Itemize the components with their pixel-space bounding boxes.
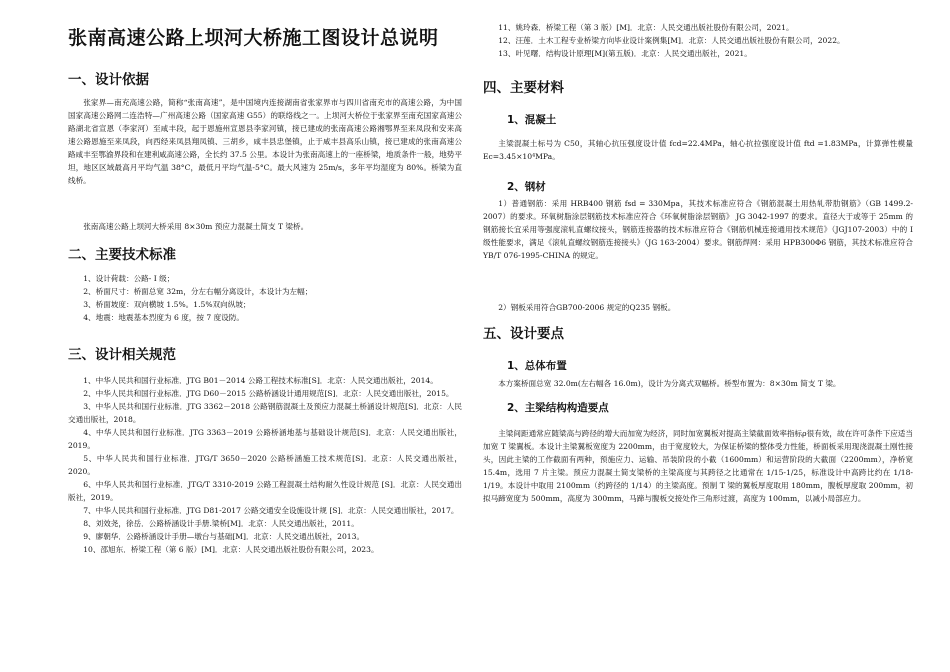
heading-girder-structure: 2、主梁结构构造要点 [507,402,609,414]
design-codes-list [68,374,462,556]
list-item: 11、姚玲森．桥梁工程（第 3 版）[M]．北京：人民交通出版社股份有限公司，2021。 [498,23,794,32]
technical-standards-list [68,272,462,324]
list-item: 8、刘效尧，徐岳．公路桥涵设计手册.梁桥[M]．北京：人民交通出版社，2011。 [83,519,359,528]
list-item: 9、廖朝华．公路桥涵设计手册—墩台与基础[M]．北京：人民交通出版社，2013。 [83,532,365,541]
general-layout-paragraph: 本方案桥面总宽 32.0m(左右幅各 16.0m)，设计为分离式双幅桥。桥型布置为：8×30m 简支 T 梁。 [498,379,841,388]
heading-technical-standards: 二、主要技术标准 [68,247,176,263]
heading-design-basis: 一、设计依据 [68,72,149,88]
list-item: 10、邵旭东．桥梁工程（第 6 版）[M]．北京：人民交通出版社股份有限公司，2023。 [83,545,379,554]
design-codes-list-continued [483,21,913,60]
heading-main-materials: 四、主要材料 [483,80,564,96]
list-item: 7、中华人民共和国行业标准．JTG D81-2017 公路交通安全设施设计规 [S]．北京：人民交通出版社，2017。 [83,506,459,515]
list-item: 12、汪莲．土木工程专业桥梁方向毕业设计案例集[M]．北京：人民交通出版社股份有限公司，2022。 [498,36,845,45]
heading-design-points: 五、设计要点 [483,326,564,342]
heading-design-codes: 三、设计相关规范 [68,347,176,363]
girder-structure-paragraph: 主梁间距通常应随梁高与跨径的增大而加宽为经济，同时加宽翼板对提高主梁截面效率指标ρ很有效，故在许可条件下应适当加宽 T 梁翼板。本设计主梁翼板宽度为 2200mm，由于宽度较大，为保证桥梁的整体受力性能，桥面板采用现浇混凝土刚性接头，因此主梁的工作截面有两种，预施应力、运输、吊装阶段的小截（1600mm）和运营阶段的大截面（2200mm），净桥宽 15.4m，选用 7 片主梁。预应力混凝土简支梁桥的主梁高度与其跨径之比通常在 1/15-1/25，标准设计中高跨比约在 1/18-1/19。本设计中取用 2100mm（约跨径的 1/14）的主梁高度。预制 T 梁的翼板厚度取用 180mm，腹板厚度取 200mm，初拟马蹄宽度为 500mm，高度为 300mm，马蹄与腹板交接处作三角形过渡，高度为 100mm，以减小局部应力。 [483,429,913,503]
list-item: 4、中华人民共和国行业标准．JTG 3363－2019 公路桥涵地基与基础设计规范[S]．北京：人民交通出版社，2019。 [68,428,462,450]
heading-general-layout: 1、总体布置 [507,360,567,372]
list-item: 4、地震：地震基本烈度为 6 度，按 7 度设防。 [83,313,245,322]
list-item: 2、桥面尺寸：桥面总宽 32m，分左右幅分离设计，本设计为左幅； [83,287,313,296]
list-item: 3、中华人民共和国行业标准．JTG 3362－2018 公路钢筋混凝土及预应力混凝土桥涵设计规范[S]．北京：人民交通出版社，2018。 [68,402,462,424]
design-basis-bridge-type: 张南高速公路上坝河大桥采用 8×30m 预应力混凝土简支 T 梁桥。 [83,222,309,231]
list-item: 2、中华人民共和国行业标准．JTG D60－2015 公路桥涵设计通用规范[S]．北京：人民交通出版社，2015。 [83,389,454,398]
document-title: 张南高速公路上坝河大桥施工图设计总说明 [68,27,439,49]
list-item: 3、桥面坡度：双向横坡 1.5%。1.5%双向纵坡； [83,300,251,309]
list-item: 5、中华人民共和国行业标准．JTG/T 3650－2020 公路桥涵施工技术规范[S]．北京：人民交通出版社，2020。 [68,454,462,476]
steel-plate-paragraph: 2）钢板采用符合GB700-2006 规定的Q235 钢板。 [498,303,676,312]
heading-concrete: 1、混凝土 [507,114,557,126]
list-item: 1、中华人民共和国行业标准．JTG B01－2014 公路工程技术标准[S]．北京：人民交通出版社，2014。 [83,376,438,385]
steel-paragraph: 1）普通钢筋：采用 HRB400 钢筋 fsd = 330Mpa，其技术标准应符合《钢筋混凝土用热轧带肋钢筋》（GB 1499.2-2007）的要求。环氧树脂涂层钢筋技术标准应符合《环氧树脂涂层钢筋》 JG 3042-1997 的要求。直径大于或等于 25mm 的钢筋接长宜采用等强度滚轧直螺纹接头，钢筋连接器的技术标准应符合《钢筋机械连接通用技术规范》（JGJ107-2003）中的 I 级性能要求，满足《滚轧直螺纹钢筋连接接头》（JG 163-2004）要求。钢筋焊网：采用 HPB300Φ6 钢筋，其技术标准应符合 YB/T 076-1995-CHINA 的规定。 [483,199,913,260]
list-item: 6、中华人民共和国行业标准．JTG/T 3310-2019 公路工程混凝土结构耐久性设计规范 [S]．北京：人民交通出版社，2019。 [68,480,462,502]
design-basis-paragraph: 张家界—南充高速公路，简称“张南高速”，是中国境内连接湖南省张家界市与四川省南充市的高速公路，为中国国家高速公路网二连浩特—广州高速公路（国家高速 G55）的联络线之一。上坝河大桥位于张家界至南充国家高速公路湖北省宣恩（李家河）至咸丰段，起于恩施州宣恩县李家河镇，接已建成的张南高速公路湘鄂界至来凤段和安来高速公路恩施至来凤段，向西经来凤县翔凤镇、三胡乡，咸丰县忠堡镇，止于咸丰县高乐山镇，接已建成的张南高速公路咸丰至鄂渝界段和在建利咸高速公路，全长约 37.5 公里。本设计为张南高速上的一座桥梁，地质条件一般，地势平坦，地区区域最高月平均气温 38°C，最低月平均气温-5°C。最大风速为 25m/s，多年平均湿度为 80%。桥梁为直线桥。 [68,98,462,185]
concrete-paragraph: 主梁混凝土标号为 C50，其轴心抗压强度设计值 fcd=22.4MPa，轴心抗拉强度设计值 ftd =1.83MPa，计算弹性模量 Ec=3.45×10⁴MPa。 [483,139,913,161]
heading-steel: 2、钢材 [507,181,546,193]
list-item: 13、叶见曙．结构设计原理[M](第五版)．北京：人民交通出版社，2021。 [498,49,752,58]
list-item: 1、设计荷载：公路- I 级； [83,274,175,283]
